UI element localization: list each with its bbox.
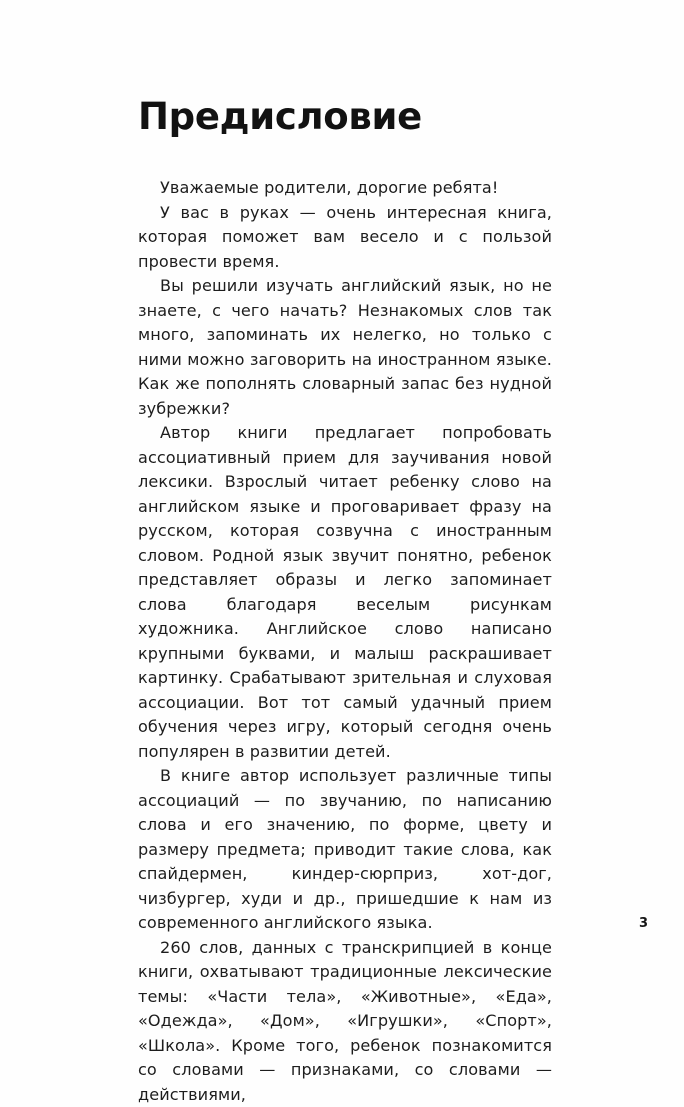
page-title: Предисловие: [138, 96, 552, 138]
paragraph: Автор книги предлагает попробовать ассоциативный прием для заучивания новой лексики. Взрослый читает ребенку слово на английском языке и проговаривает фразу на русском, которая созвучна с иностранным словом. Родной язык звучит понятно, ребенок представляет образы и легко запоминает слова благодаря веселым рисункам художника. Английское слово написано крупными буквами, и малыш раскрашивает картинку. Срабатывают зрительная и слуховая ассоциации. Вот тот самый удачный прием обучения через игру, который сегодня очень популярен в развитии детей.: [138, 421, 552, 764]
body-text-block: [138, 176, 552, 1107]
paragraph: У вас в руках — очень интересная книга, которая поможет вам весело и с пользой провести время.: [138, 201, 552, 275]
paragraph: В книге автор использует различные типы ассоциаций — по звучанию, по написанию слова и его значению, по форме, цвету и размеру предмета; приводит такие слова, как спайдермен, киндер-сюрприз, хот-дог, чизбургер, худи и др., пришедшие к нам из современного английского языка.: [138, 764, 552, 936]
paragraph: Уважаемые родители, дорогие ребята!: [138, 176, 552, 201]
page-content: [138, 96, 552, 1107]
paragraph: Вы решили изучать английский язык, но не знаете, с чего начать? Незнакомых слов так много, запоминать их нелегко, но только с ними можно заговорить на иностранном языке. Как же пополнять словарный запас без нудной зубрежки?: [138, 274, 552, 421]
page-number: 3: [639, 916, 648, 932]
paragraph: 260 слов, данных с транскрипцией в конце книги, охватывают традиционные лексические темы: «Части тела», «Животные», «Еда», «Одежда», «Дом», «Игрушки», «Спорт», «Школа». Кроме того, ребенок познакомится со словами — признаками, со словами — действиями,: [138, 936, 552, 1107]
